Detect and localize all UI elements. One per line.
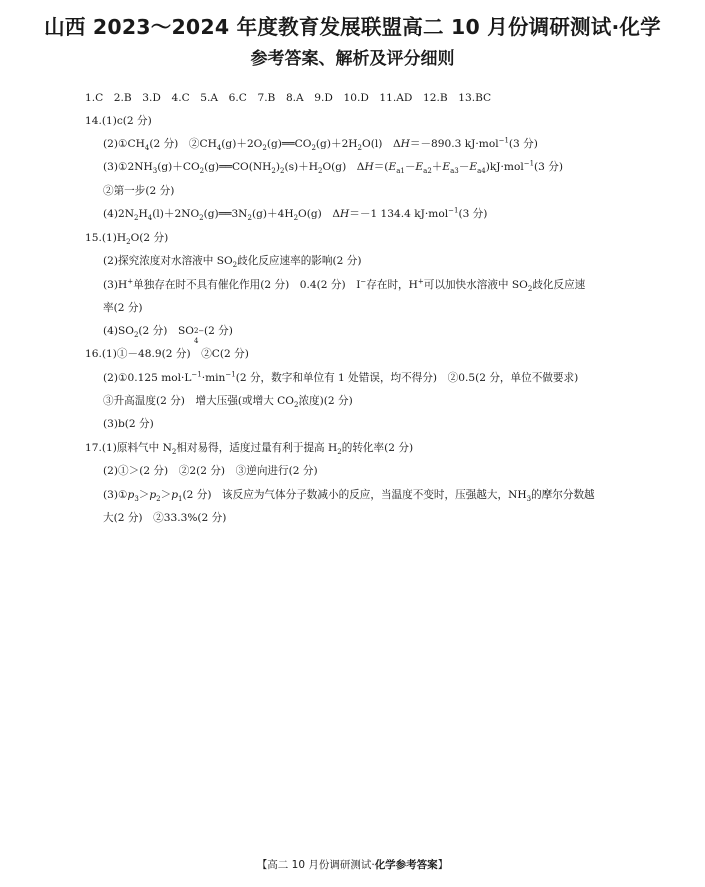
page-title: 山西 2023～2024 年度教育发展联盟高二 10 月份调研测试·化学 — [44, 15, 661, 39]
q15-line1: $15.(1)H_2O(2$ 分) — [85, 232, 169, 247]
page-subtitle: 参考答案、解析及评分细则 — [250, 49, 455, 69]
q16-line4: (3)b(2 分) — [103, 418, 154, 430]
q15-line5: $(4)SO_2(2$ 分) SO 2− 4 (2 分) — [103, 325, 233, 345]
q15-line3: (3)H+单独存在时不具有催化作用(2 分) 0.4(2 分) I−存在时，H+可以加快水溶液中 $SO_2$歧化反应速 — [103, 277, 586, 294]
q17-line4: 大(2 分) ②33.3%(2 分) — [103, 512, 227, 524]
q16-line1: 16.(1)①－48.9(2 分) ②C(2 分) — [85, 348, 249, 360]
q17-line3: $(3)①p_3>p_2>p_1(2$ 分) 该反应为气体分子数减小的反应，当温度不变时，压强越大，$NH_3$的摩尔分数越 — [103, 489, 595, 504]
q17-line1: 17.(1)原料气中 $N_2$相对易得，适度过量有利于提高 $H_2$的转化率(2 分) — [85, 442, 414, 457]
q14-line4: ②第一步(2 分) — [103, 185, 175, 197]
page-footer: 【高二 10 月份调研测试·化学参考答案】 — [256, 859, 449, 871]
q17-line2: (2)①＞(2 分) ②2(2 分) ③逆向进行(2 分) — [103, 465, 318, 477]
q14-line2: $(2)①CH_4(2$ 分) $②CH_4(g)+2O_2(g)══CO_2(g)+2H_2O(l)$ ΔH＝－890.3 kJ·mol$^{-1}$(3 分) — [103, 136, 538, 153]
q16-line2: (2)①0.125 $mol\cdot L^{-1}\cdot\min^{-1}(2$ 分，数字和单位有 1 处错误，均不得分) ②0.5(2 分，单位不做要求) — [103, 370, 579, 384]
mc-answers: 1.C 2.B 3.D 4.C 5.A 6.C 7.B 8.A 9.D 10.D 11.AD 12.B 13.BC — [85, 92, 492, 104]
q14-line3: $(3)①2NH_3(g)+CO_2(g)══CO(NH_2)_2(s)+H_2O(g)$ $\Delta H=(E_{a1}-E_{a2}+E_{a3}-E_{a4})kJ\cdot mol^{-1}(3$ 分) — [103, 159, 564, 176]
q16-line3: ③升高温度(2 分) 增大压强(或增大 $CO_2$浓度)(2 分) — [103, 395, 353, 410]
q14-line5: $(4)2N_2H_4(l)+2NO_2(g)══3N_2(g)+4H_2O(g)$ ΔH＝－1 134.4 kJ·mol$^{-1}$(3 分) — [103, 206, 488, 223]
q15-line4: 率(2 分) — [103, 302, 143, 314]
q15-line2: (2)探究浓度对水溶液中 $SO_2$歧化反应速率的影响(2 分) — [103, 255, 362, 270]
q14-line1: 14.(1)c(2 分) — [85, 115, 152, 127]
